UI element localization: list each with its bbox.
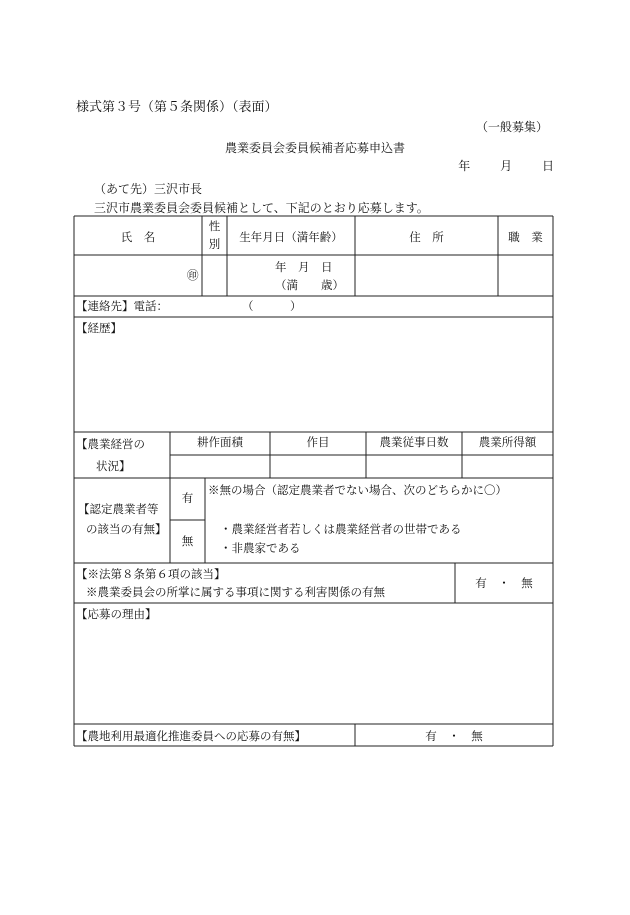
farm-col-days: 農業従事日数 bbox=[379, 435, 449, 449]
name-field[interactable] bbox=[74, 256, 202, 296]
birthdate-age: （満 歳） bbox=[275, 278, 344, 292]
law-article-description: ※農業委員会の所掌に属する事項に関する利害関係の有無 bbox=[86, 585, 385, 599]
col-header-occupation: 職 業 bbox=[508, 230, 543, 244]
farm-status-label-1: 【農業経営の bbox=[76, 437, 145, 451]
occupation-field[interactable] bbox=[498, 256, 553, 296]
promotion-committee-label: 【農地利用最適化推進委員への応募の有無】 bbox=[76, 729, 306, 743]
certified-yes-option[interactable]: 有 bbox=[181, 491, 194, 505]
promotion-committee-choice[interactable]: 有 ・ 無 bbox=[425, 729, 483, 743]
date-month: 月 bbox=[500, 159, 513, 173]
birthdate-field[interactable] bbox=[227, 256, 355, 296]
addressee: （あて先）三沢市長 bbox=[94, 182, 203, 196]
reason-label: 【応募の理由】 bbox=[76, 607, 157, 621]
certified-no-option[interactable]: 無 bbox=[181, 534, 194, 548]
certified-label-2: の該当の有無】 bbox=[86, 522, 167, 536]
farm-col-area: 耕作面積 bbox=[197, 435, 243, 449]
certified-option-non-farmer[interactable]: ・非農家である bbox=[220, 541, 301, 555]
col-header-address: 住 所 bbox=[409, 230, 444, 244]
farm-crop-field[interactable] bbox=[270, 456, 366, 478]
certified-option-farm-household[interactable]: ・農業経営者若しくは農業経営者の世帯である bbox=[220, 522, 462, 536]
birthdate-ymd: 年 月 日 bbox=[275, 260, 333, 274]
reason-field[interactable] bbox=[74, 604, 553, 724]
certified-note: ※無の場合（認定農業者でない場合、次のどちらかに〇） bbox=[208, 483, 507, 497]
col-header-gender-2: 別 bbox=[208, 237, 221, 251]
date-day: 日 bbox=[541, 159, 554, 173]
contact-paren-close: ） bbox=[290, 299, 302, 313]
farm-col-income: 農業所得額 bbox=[478, 435, 537, 449]
application-date[interactable] bbox=[432, 157, 554, 174]
col-header-gender-1: 性 bbox=[208, 219, 221, 233]
contact-row[interactable] bbox=[74, 298, 553, 317]
recruitment-category: （一般募集） bbox=[475, 120, 548, 134]
seal-mark: ㊞ bbox=[187, 268, 199, 282]
document-title: 農業委員会委員候補者応募申込書 bbox=[224, 141, 405, 155]
law-article-label: 【※法第８条第６項の該当】 bbox=[76, 567, 226, 581]
contact-label: 【連絡先】電話： bbox=[76, 299, 168, 313]
date-year: 年 bbox=[458, 159, 471, 173]
law-article-choice[interactable]: 有 ・ 無 bbox=[475, 576, 533, 590]
farm-status-label-2: 状況】 bbox=[96, 459, 131, 473]
address-field[interactable] bbox=[355, 256, 498, 296]
farm-income-field[interactable] bbox=[462, 456, 553, 478]
form-id: 様式第３号（第５条関係）（表面） bbox=[76, 100, 278, 115]
farm-col-crop: 作目 bbox=[306, 435, 330, 449]
career-field[interactable] bbox=[74, 318, 553, 432]
career-label: 【経歴】 bbox=[76, 321, 122, 335]
intro-statement: 三沢市農業委員会委員候補として、下記のとおり応募します。 bbox=[94, 201, 429, 215]
farm-days-field[interactable] bbox=[366, 456, 462, 478]
col-header-birthdate: 生年月日（満年齢） bbox=[239, 230, 343, 244]
col-header-name: 氏 名 bbox=[120, 230, 156, 244]
farm-area-field[interactable] bbox=[170, 456, 270, 478]
contact-paren-open: （ bbox=[242, 299, 254, 313]
certified-label-1: 【認定農業者等 bbox=[78, 502, 159, 516]
gender-field[interactable] bbox=[202, 256, 227, 296]
